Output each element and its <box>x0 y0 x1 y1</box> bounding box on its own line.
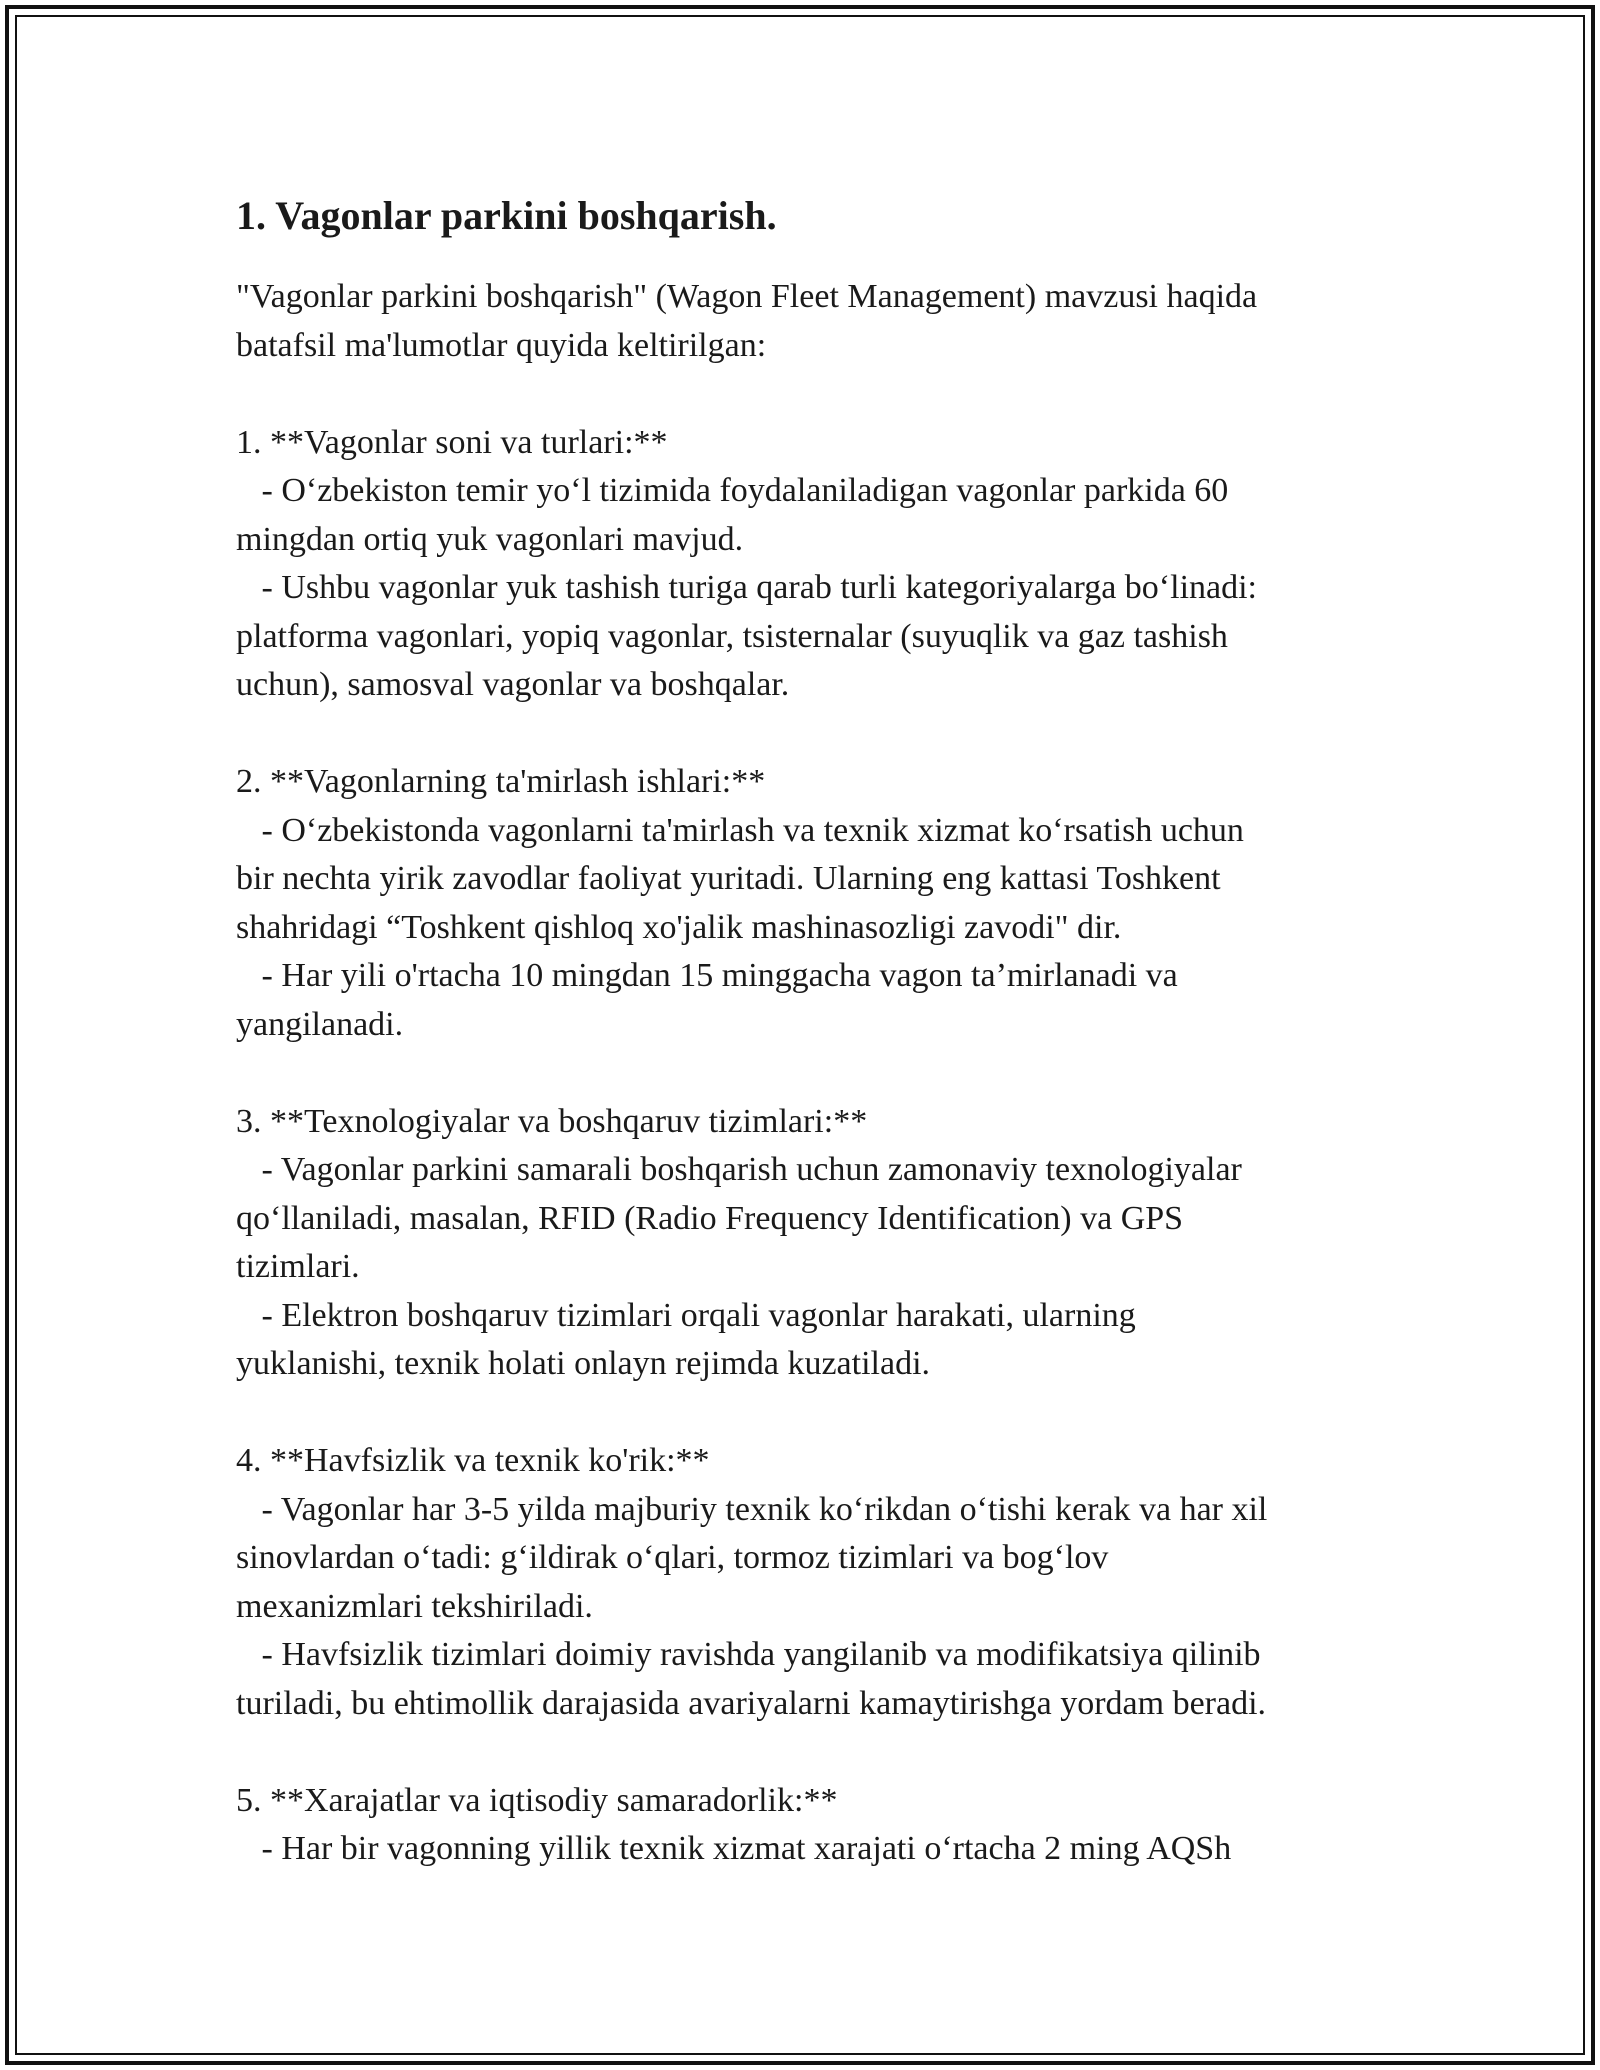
text-line: batafsil ma'lumotlar quyida keltirilgan: <box>236 326 767 364</box>
text-line: - Har bir vagonning yillik texnik xizmat xarajati o‘rtacha 2 ming AQSh <box>236 1830 1232 1867</box>
text-line: shahridagi “Toshkent qishloq xo'jalik mashinasozligi zavodi" dir. <box>236 908 1122 946</box>
blank-line <box>236 1728 1376 1777</box>
text-line: uchun), samosval vagonlar va boshqalar. <box>236 666 790 703</box>
text-line: mexanizmlari tekshiriladi. <box>236 1587 593 1625</box>
text-line: 2. **Vagonlarning ta'mirlash ishlari:** <box>236 763 766 800</box>
text-line: bir nechta yirik zavodlar faoliyat yuritadi. Ularning eng kattasi Toshkent <box>236 860 1221 897</box>
blank-line <box>236 370 1376 419</box>
text-line: - Vagonlar har 3-5 yilda majburiy texnik ko‘rikdan o‘tishi kerak va har xil <box>236 1490 1268 1528</box>
text-line: tizimlari. <box>236 1248 360 1285</box>
text-line: 1. **Vagonlar soni va turlari:** <box>236 423 668 461</box>
text-line: - O‘zbekistonda vagonlarni ta'mirlash va texnik xizmat ko‘rsatish uchun <box>236 811 1244 849</box>
blank-line <box>236 710 1376 759</box>
text-line: 3. **Texnologiyalar va boshqaruv tizimlari:** <box>236 1102 868 1140</box>
text-line: yangilanadi. <box>236 1005 404 1043</box>
text-line: 5. **Xarajatlar va iqtisodiy samaradorlik:** <box>236 1781 838 1819</box>
text-line: - Ushbu vagonlar yuk tashish turiga qarab turli kategoriyalarga bo‘linadi: <box>236 569 1257 606</box>
text-line: - O‘zbekiston temir yo‘l tizimida foydalaniladigan vagonlar parkida 60 <box>236 472 1229 509</box>
text-line: - Elektron boshqaruv tizimlari orqali vagonlar harakati, ularning <box>236 1296 1136 1334</box>
text-line: platforma vagonlari, yopiq vagonlar, tsisternalar (suyuqlik va gaz tashish <box>236 617 1228 655</box>
text-line: - Har yili o'rtacha 10 mingdan 15 minggacha vagon ta’mirlanadi va <box>236 957 1178 994</box>
text-line: 4. **Havfsizlik va texnik ko'rik:** <box>236 1442 710 1479</box>
document-title: 1. Vagonlar parkini boshqarish. <box>236 193 777 238</box>
document-body <box>236 185 1376 1874</box>
text-line: - Havfsizlik tizimlari doimiy ravishda yangilanib va modifikatsiya qilinib <box>236 1636 1261 1673</box>
text-line: turiladi, bu ehtimollik darajasida avariyalarni kamaytirishga yordam beradi. <box>236 1684 1267 1722</box>
blank-line <box>236 1049 1376 1098</box>
text-line: mingdan ortiq yuk vagonlari mavjud. <box>236 520 744 558</box>
text-line: qo‘llaniladi, masalan, RFID (Radio Frequency Identification) va GPS <box>236 1199 1184 1237</box>
text-line: sinovlardan o‘tadi: g‘ildirak o‘qlari, tormoz tizimlari va bog‘lov <box>236 1539 1109 1576</box>
text-line: "Vagonlar parkini boshqarish" (Wagon Fleet Management) mavzusi haqida <box>236 278 1258 315</box>
text-line: - Vagonlar parkini samarali boshqarish uchun zamonaviy texnologiyalar <box>236 1151 1242 1188</box>
text-line: yuklanishi, texnik holati onlayn rejimda kuzatiladi. <box>236 1345 931 1382</box>
document-text <box>236 273 1376 1874</box>
blank-line <box>236 1389 1376 1438</box>
